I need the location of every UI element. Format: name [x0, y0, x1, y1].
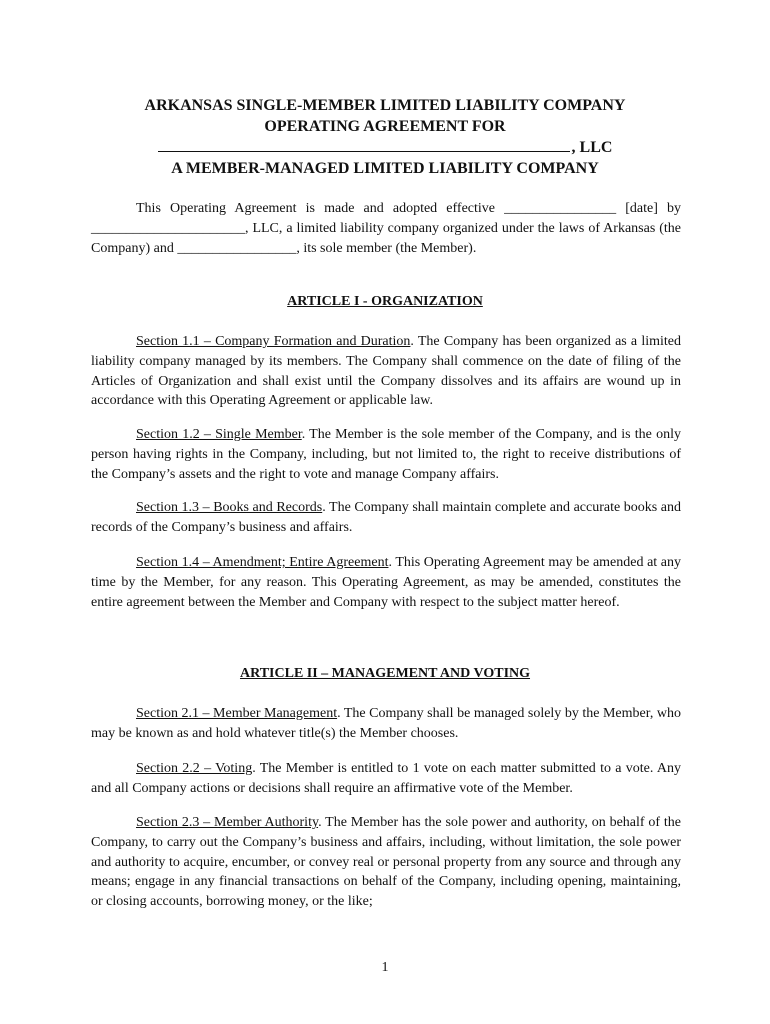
title-llc-suffix: , LLC	[571, 139, 613, 156]
section-text: . The Member is entitled to 1 vote on each matter submitted to a vote. Any and all Company actions or decisions shall require an affirmative vote of the Member.	[91, 761, 681, 796]
section-1-2	[91, 425, 681, 484]
section-title: Section 1.3 – Books and Records	[136, 500, 323, 515]
section-1-1	[91, 332, 681, 411]
section-title: Section 1.4 – Amendment; Entire Agreement	[136, 555, 389, 570]
page-number: 1	[381, 960, 389, 975]
article-1-heading: ARTICLE I - ORGANIZATION	[287, 294, 483, 309]
section-text: . The Company shall be managed solely by the Member, who may be known as and hold whatever title(s) the Member chooses.	[91, 706, 681, 741]
section-text: . The Member has the sole power and authority, on behalf of the Company, to carry out the Company’s business and affairs, including, without limitation, the sole power and authority to acquire, encumber, or convey real or personal property from any source and through any means; engage in any financial transactions on behalf of the Company, including opening, maintaining, or closing accounts, borrowing money, or the like;	[91, 815, 682, 910]
title-line-2: OPERATING AGREEMENT FOR	[264, 118, 506, 135]
section-text: . The Member is the sole member of the Company, and is the only person having rights in the Company, including, but not limited to, the right to receive distributions of the Company’s assets and the right to vote and manage Company affairs.	[91, 427, 681, 482]
section-title: Section 1.1 – Company Formation and Duration	[136, 334, 411, 349]
intro-paragraph	[91, 199, 681, 258]
article-2-heading: ARTICLE II – MANAGEMENT AND VOTING	[239, 666, 531, 681]
section-2-2	[91, 759, 681, 799]
company-name-blank[interactable]	[158, 138, 570, 152]
title-line-3	[90, 138, 680, 158]
section-2-1	[91, 704, 681, 744]
section-text: . The Company has been organized as a limited liability company managed by its members. The Company shall commence on the date of filing of the Articles of Organization and shall exist until the Company dissolves and its affairs are wound up in accordance with this Operating Agreement or applicable law.	[91, 334, 681, 409]
section-title: Section 2.3 – Member Authority	[136, 815, 319, 830]
section-text: . The Company shall maintain complete and accurate books and records of the Company’s business and affairs.	[91, 500, 681, 535]
section-1-3	[91, 498, 681, 538]
section-1-4	[91, 553, 681, 612]
section-title: Section 1.2 – Single Member	[136, 427, 302, 442]
title-line-4: A MEMBER-MANAGED LIMITED LIABILITY COMPANY	[171, 160, 599, 177]
section-title: Section 2.2 – Voting	[136, 761, 253, 776]
intro-text: This Operating Agreement is made and adopted effective ________________ [date] by ______________________, LLC, a limited liability company organized under the laws of Arkansas (the Company) and _________________, its sole member (the Member).	[91, 201, 681, 256]
section-text: . This Operating Agreement may be amended at any time by the Member, for any reason. This Operating Agreement, as may be amended, constitutes the entire agreement between the Member and Company with respect to the subject matter hereof.	[91, 555, 681, 610]
section-2-3	[91, 813, 681, 912]
title-line-1: ARKANSAS SINGLE-MEMBER LIMITED LIABILITY COMPANY	[144, 97, 626, 114]
section-title: Section 2.1 – Member Management	[136, 706, 338, 721]
